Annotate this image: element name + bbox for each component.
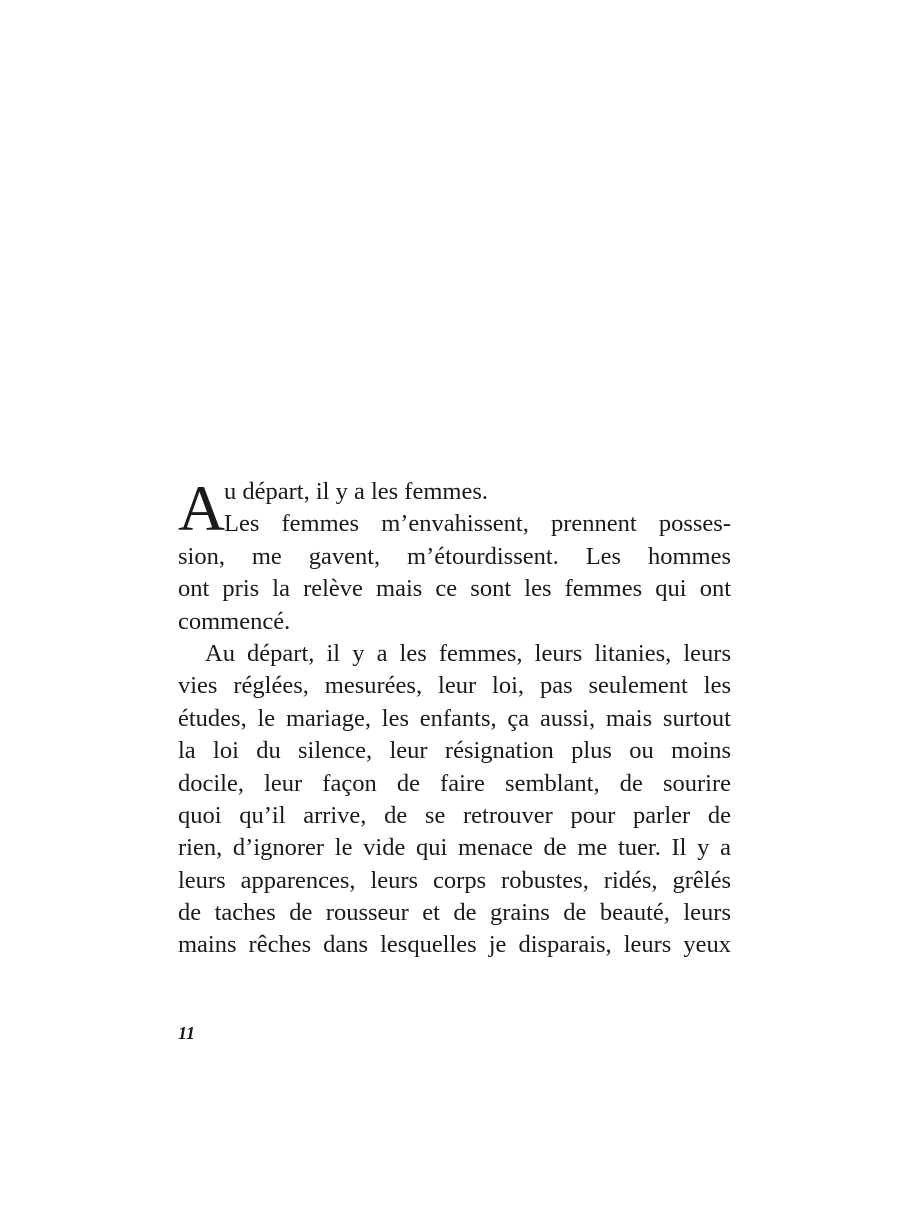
- text-line: Les femmes m’envahissent, prennent posses-: [224, 510, 731, 538]
- text-line: études, le mariage, les enfants, ça aussi, mais surtout: [178, 704, 731, 732]
- text-line: rien, d’ignorer le vide qui menace de me tuer. Il y a: [178, 834, 731, 862]
- text-line: ont pris la relève mais ce sont les femmes qui ont: [178, 575, 731, 603]
- drop-cap: A: [178, 473, 225, 545]
- text-line: leurs apparences, leurs corps robustes, ridés, grêlés: [178, 866, 731, 894]
- text-line: la loi du silence, leur résignation plus ou moins: [178, 737, 731, 765]
- text-line: u départ, il y a les femmes.: [224, 478, 488, 505]
- paragraph-2: [178, 638, 731, 962]
- text-line: docile, leur façon de faire semblant, de sourire: [178, 769, 731, 797]
- text-line: mains rêches dans lesquelles je disparais, leurs yeux: [178, 931, 731, 959]
- page-number: 11: [178, 1023, 196, 1043]
- text-line: sion, me gavent, m’étourdissent. Les hommes: [178, 542, 731, 570]
- text-line: vies réglées, mesurées, leur loi, pas seulement les: [178, 672, 731, 700]
- text-line: de taches de rousseur et de grains de beauté, leurs: [178, 899, 731, 927]
- text-line: commencé.: [178, 607, 291, 635]
- body-text: [178, 473, 731, 962]
- text-line: quoi qu’il arrive, de se retrouver pour parler de: [178, 801, 731, 829]
- paragraph-1: [178, 473, 731, 638]
- text-line: Au départ, il y a les femmes, leurs litanies, leurs: [205, 639, 731, 667]
